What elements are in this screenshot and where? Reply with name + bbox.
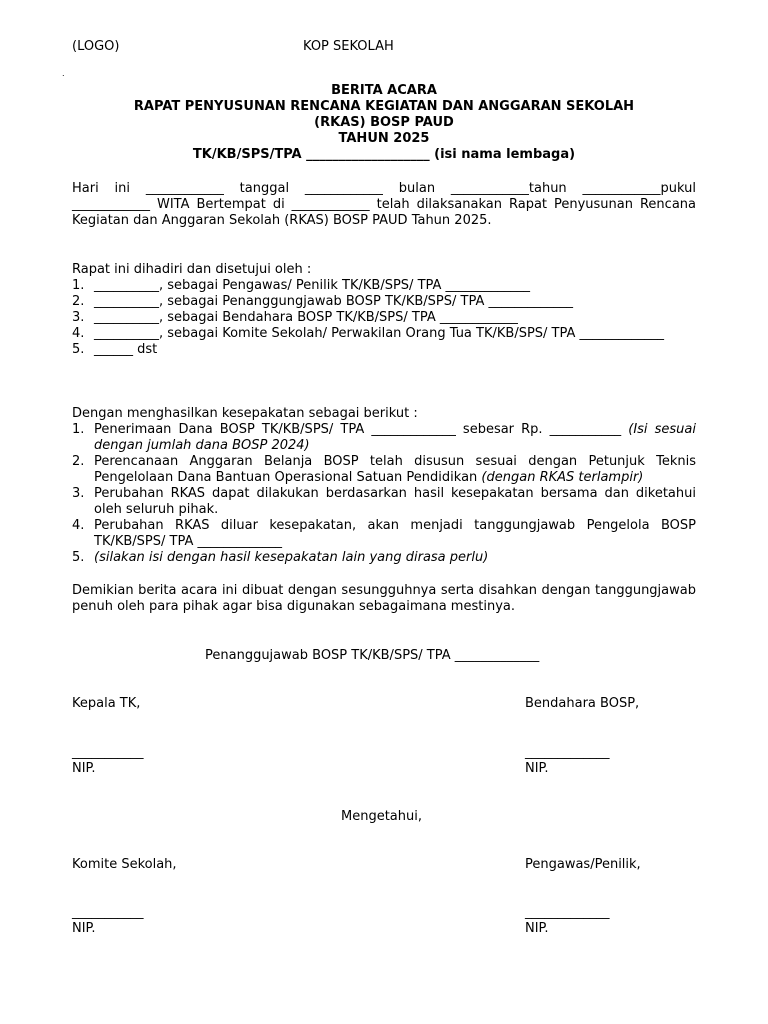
- list-item: 2. Perencanaan Anggaran Belanja BOSP telah disusun sesuai dengan Petunjuk Teknis Pengelolaan Dana Bantuan Operasional Satuan Pendidikan (dengan RKAS terlampir): [72, 454, 696, 485]
- list-item: 1. Penerimaan Dana BOSP TK/KB/SPS/ TPA _____________ sebesar Rp. ___________ (Isi sesuai dengan jumlah dana BOSP 2024): [72, 422, 696, 453]
- title-line-2: RAPAT PENYUSUNAN RENCANA KEGIATAN DAN ANGGARAN SEKOLAH: [133, 99, 635, 114]
- stray-dot: .: [62, 69, 65, 78]
- agreements-section: [72, 406, 696, 566]
- agreements-heading: Dengan menghasilkan kesepakatan sebagai berikut :: [72, 406, 418, 421]
- list-item: 5. (silakan isi dengan hasil kesepakatan lain yang dirasa perlu): [72, 550, 489, 565]
- title-line-1: BERITA ACARA: [331, 83, 437, 98]
- closing-paragraph: Demikian berita acara ini dibuat dengan sesungguhnya serta disahkan dengan tanggungjawab penuh oleh para pihak agar bisa digunakan sebagaimana mestinya.: [72, 583, 696, 614]
- attendees-heading: Rapat ini dihadiri dan disetujui oleh :: [72, 262, 312, 277]
- bendahara-label: Bendahara BOSP,: [525, 696, 640, 711]
- school-letterhead: KOP SEKOLAH: [303, 39, 394, 54]
- logo-placeholder: (LOGO): [72, 39, 120, 54]
- pengawas-nip: NIP.: [525, 921, 549, 936]
- komite-nip: NIP.: [72, 921, 96, 936]
- title-line-4: TAHUN 2025: [338, 131, 430, 146]
- bendahara-nip: NIP.: [525, 761, 549, 776]
- komite-label: Komite Sekolah,: [72, 857, 177, 872]
- kepala-label: Kepala TK,: [72, 696, 141, 711]
- list-item: 2. __________, sebagai Penanggungjawab BOSP TK/KB/SPS/ TPA _____________: [72, 294, 573, 309]
- agreements-list: [72, 422, 696, 566]
- kepala-signature-line: ___________: [72, 745, 144, 760]
- list-item: 1. __________, sebagai Pengawas/ Penilik TK/KB/SPS/ TPA _____________: [72, 278, 531, 293]
- intro-paragraph: Hari ini ____________ tanggal ____________ bulan ____________tahun ____________pukul ____________ WITA Bertempat di ____________ telah dilaksanakan Rapat Penyusunan Rencana Kegiatan dan Anggaran Sekolah (RKAS) BOSP PAUD Tahun 2025.: [72, 181, 696, 228]
- mengetahui-label: Mengetahui,: [341, 809, 422, 824]
- title-line-3: (RKAS) BOSP PAUD: [314, 115, 454, 130]
- attendees-list: [72, 278, 696, 358]
- list-item: 3. Perubahan RKAS dapat dilakukan berdasarkan hasil kesepakatan bersama dan diketahui oleh seluruh pihak.: [72, 486, 696, 517]
- bendahara-signature-line: _____________: [525, 745, 610, 760]
- document-title: [72, 83, 696, 163]
- list-item: 4. Perubahan RKAS diluar kesepakatan, akan menjadi tanggungjawab Pengelola BOSP TK/KB/SPS/ TPA _____________: [72, 518, 696, 549]
- list-item: 3. __________, sebagai Bendahara BOSP TK/KB/SPS/ TPA ____________: [72, 310, 518, 325]
- responsible-signature-label: Penanggujawab BOSP TK/KB/SPS/ TPA _____________: [205, 648, 540, 663]
- title-line-5: TK/KB/SPS/TPA ___________________ (isi nama lembaga): [192, 147, 576, 162]
- komite-signature-line: ___________: [72, 905, 144, 920]
- list-item: 5. ______ dst: [72, 342, 158, 357]
- pengawas-signature-line: _____________: [525, 905, 610, 920]
- kepala-nip: NIP.: [72, 761, 96, 776]
- attendees-section: [72, 262, 696, 358]
- pengawas-label: Pengawas/Penilik,: [525, 857, 641, 872]
- list-item: 4. __________, sebagai Komite Sekolah/ Perwakilan Orang Tua TK/KB/SPS/ TPA _____________: [72, 326, 665, 341]
